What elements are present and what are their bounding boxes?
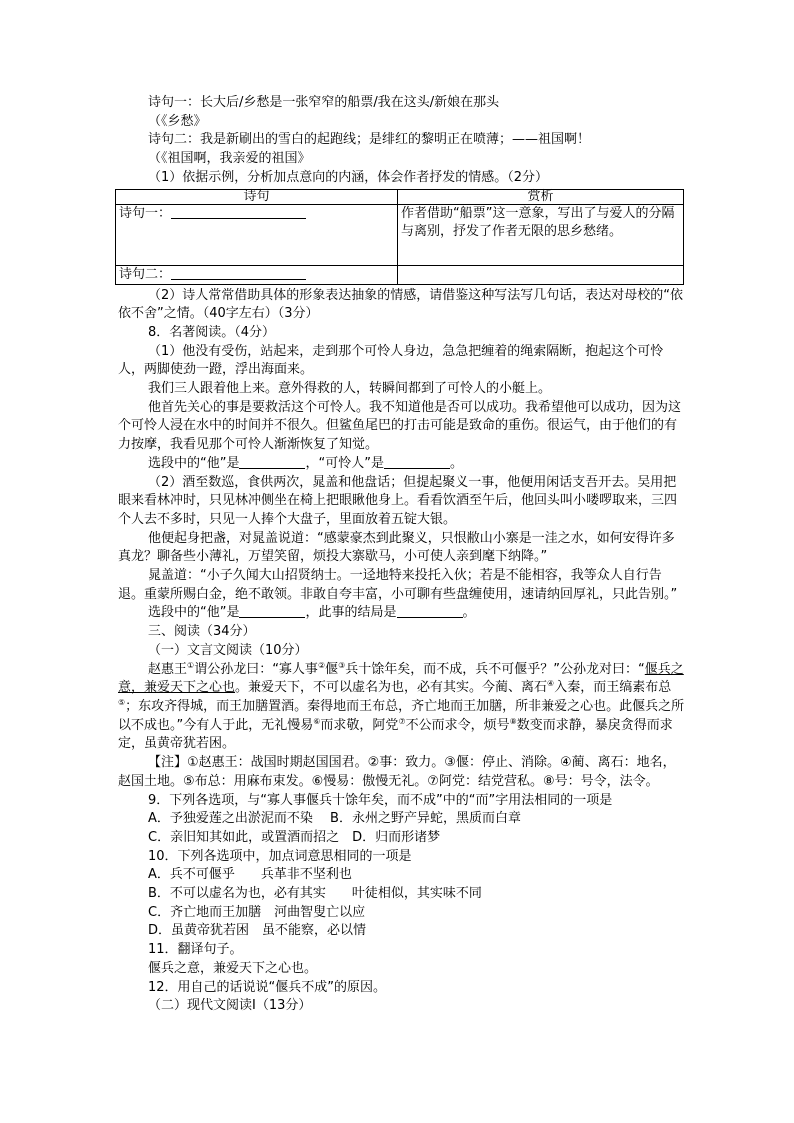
question-10-option: D．虽黄帝犹若困 虽不能察，必以情 (148, 923, 367, 939)
passage-text: 不公而求令，烦号 (405, 717, 510, 733)
question-11-sentence: 偃兵之意，兼爱天下之心也。 (148, 960, 318, 976)
fill-text: 选段中的“他”是 (148, 605, 240, 621)
footnote-ref: ④ (547, 679, 555, 689)
table-header-analysis: 赏析 (398, 189, 684, 204)
passage-8-5: 他便起身把盏，对晁盖说道：“感蒙豪杰到此聚义，只恨敝山小寨是一洼之水，如何安得许多真龙？聊备些小薄礼，万望笑留，烦投大寨歇马，小可使人亲到麾下纳降。” (118, 530, 675, 565)
passage-text: 入秦，而王缟素布总 (554, 680, 672, 696)
question-8-2-fill (118, 604, 686, 623)
row-analysis (398, 265, 684, 284)
question-8-1-fill (118, 455, 686, 474)
poem-line-2: 诗句二：我是新刷出的雪白的起跑线；是绯红的黎明正在喷薄；——祖国啊！ (148, 132, 591, 148)
poem-line-1: 诗句一：长大后/乡愁是一张窄窄的船票/我在这头/新娘在那头 (148, 95, 500, 110)
question-8-title: 8．名著阅读。（4分） (148, 324, 276, 340)
analysis-table (115, 189, 684, 285)
poem-source-1: （《乡愁》 (148, 113, 207, 129)
question-12: 12．用自己的话说说“偃兵不成”的原因。 (148, 979, 387, 995)
footnote-ref: ③ (338, 660, 346, 670)
row-analysis: 作者借助“船票”这一意象，写出了与爱人的分隔与离别，抒发了作者无限的思乡愁绪。 (398, 204, 684, 265)
fill-text: ，“可怜人”是 (305, 455, 384, 471)
table-header-poem: 诗句 (116, 189, 398, 204)
question-11: 11．翻译句子。 (148, 942, 243, 958)
passage-text: 而求敬，阿党 (320, 717, 399, 733)
footnote-ref: ⑦ (398, 716, 406, 726)
section-3-sub1: （一）文言文阅读（10分） (148, 642, 308, 658)
answer-blank[interactable] (239, 455, 305, 469)
passage-8-3: 他首先关心的事是要救活这个可怜人。我不知道他是否可以成功。我希望他可以成功，因为这个可怜人浸在水中的时间并不很久。但鲨鱼尾巴的打击可能是致命的重伤。很运气，由于他们的有力按摩，我看见那个可怜人渐渐恢复了知觉。 (118, 399, 682, 453)
passage-text: 兵十馀年矣，而不成，兵不可偃乎？”公孙龙对曰：“ (345, 661, 645, 677)
answer-blank[interactable] (239, 604, 305, 618)
footnote-ref: ⑥ (313, 716, 321, 726)
question-7-2: （2）诗人常常借助具体的形象表达抽象的情感，请借鉴这种写法写几句话，表达对母校的“依依不舍”之情。（40字左右）（3分） (118, 287, 684, 322)
answer-blank[interactable] (171, 266, 306, 280)
question-10-option: C．齐亡地而王加膳 河曲智叟亡以应 (148, 904, 366, 920)
footnote-ref: ⑤ (118, 697, 126, 707)
row-label: 诗句一： (119, 205, 172, 221)
fill-text: ，此事的结局是 (305, 605, 397, 621)
question-10-option: B．不可以虚名为也，必有其实 叶徒相似，其实味不同 (148, 886, 482, 902)
section-3-sub2: （二）现代文阅读Ⅰ（13分） (148, 998, 312, 1014)
question-9-option: A．予独爱莲之出淤泥而不染 B．永州之野产异蛇，黑质而白章 (148, 811, 521, 827)
question-9: 9．下列各选项，与“寡人事偃兵十馀年矣，而不成”中的“而”字用法相同的一项是 (148, 792, 613, 808)
passage-text: 。兼爱天下，不可以虚名为也，必有其实。今蔺、离石 (235, 680, 548, 696)
passage-text: 谓公孙龙曰：“寡人事 (194, 661, 318, 677)
underlined-sentence: 偃兵之意，兼爱天下之心也 (118, 661, 684, 696)
fill-text: 选段中的“他”是 (148, 455, 240, 471)
fill-text: 。 (462, 605, 476, 621)
classical-passage (118, 661, 686, 755)
passage-8-2: 我们三人跟着他上来。意外得救的人，转瞬间都到了可怜人的小艇上。 (148, 381, 552, 397)
row-label: 诗句二： (119, 266, 172, 282)
question-9-option: C．亲旧知其如此，或置酒而招之 D．归而形诸梦 (148, 829, 441, 845)
passage-text: 赵惠王 (148, 661, 188, 677)
footnote-ref: ② (317, 660, 326, 670)
passage-text: ；东攻齐得城，而王加膳置酒。秦得地而王布总，齐亡地而王加膳，所非兼爱之心也。此偃兵之所以不成也。”今有人于此，无礼慢易 (118, 698, 685, 733)
footnote-ref: ① (187, 660, 195, 670)
question-7-1: （1）依据示例，分析加点意向的内涵，体会作者抒发的情感。（2分） (148, 169, 549, 185)
table-row (116, 204, 684, 265)
passage-8-6: 晁盖道：“小子久闻大山招贤纳士。一迳地特来投托入伙；若是不能相容，我等众人自行告退。重蒙所赐白金，绝不敢领。非敢自夸丰富，小可聊有些盘缠使用，速请纳回厚礼，只此告别。” (118, 568, 678, 602)
poem-source-2: （《祖国啊，我亲爱的祖国》 (148, 151, 311, 167)
question-10: 10．下列各选项中，加点词意思相同的一项是 (148, 848, 412, 864)
passage-text: 数变而求静，暴戾贪得而求定，虽黄帝犹若困。 (118, 717, 673, 752)
answer-blank[interactable] (397, 604, 463, 618)
passage-8-4: （2）酒至数巡，食供两次，晁盖和他盘话；但提起聚义一事，他便用闲话支吾开去。吴用把眼来看林冲时，只见林冲侧坐在椅上把眼瞅他身上。看看饮酒至午后，他回头叫小喽啰取来，三四个人去不多时，只见一人捧个大盘子，里面放着五锭大银。 (118, 474, 678, 527)
answer-blank[interactable] (171, 205, 306, 219)
document-page (118, 94, 686, 1016)
question-10-option: A．兵不可偃乎 兵革非不坚利也 (148, 867, 352, 883)
passage-8-1: （1）他没有受伤，站起来，走到那个可怜人身边，急急把缠着的绳索隔断，抱起这个可怜人，两脚使劲一蹬，浮出海面来。 (118, 343, 664, 378)
section-3-title: 三、阅读（34分） (148, 624, 256, 640)
passage-text: 偃 (325, 661, 339, 677)
footnotes: 【注】①赵惠王：战国时期赵国国君。②事：致力。③偃：停止、消除。④蔺、离石：地名，赵国土地。⑤布总：用麻布束发。⑥慢易：傲慢无礼。⑦阿党：结党营私。⑧号：号令，法令。 (118, 755, 676, 789)
answer-blank[interactable] (384, 455, 450, 469)
table-row (116, 265, 684, 284)
fill-text: 。 (449, 455, 463, 471)
footnote-ref: ⑧ (509, 716, 517, 726)
